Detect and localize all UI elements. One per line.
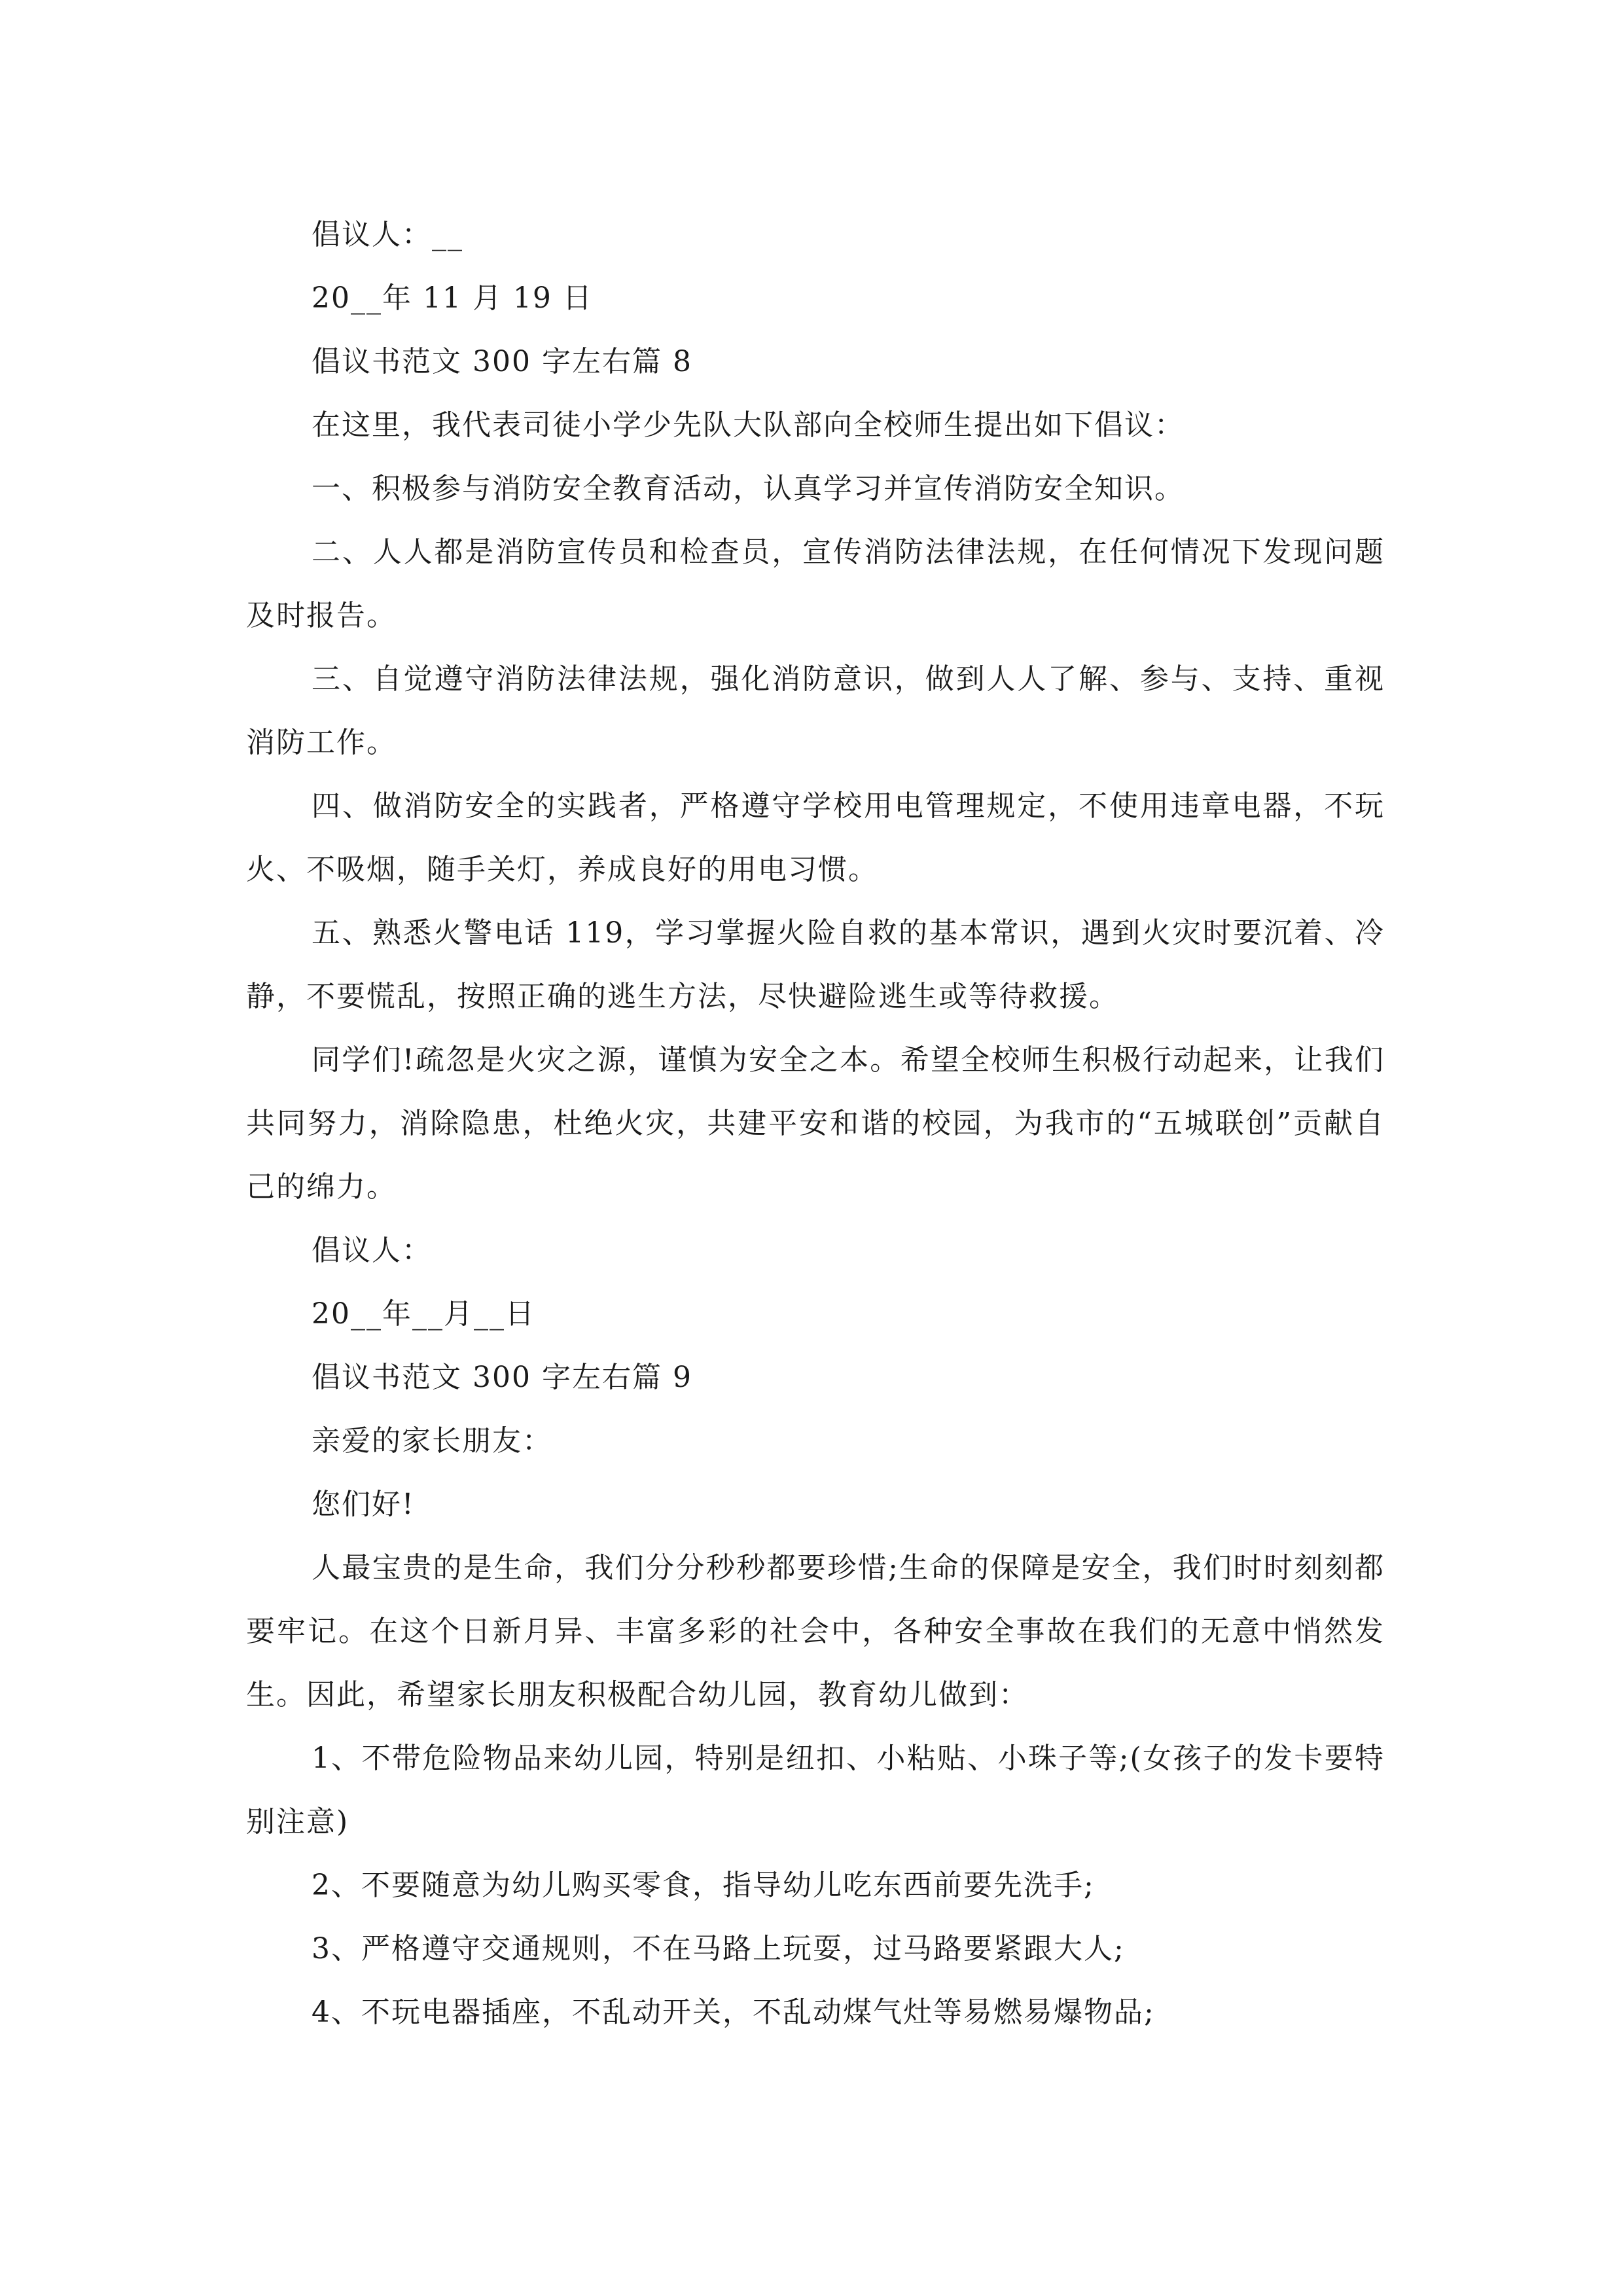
signature-line: 倡议人：__: [312, 218, 463, 251]
list-item-2: 2、不要随意为幼儿购买零食，指导幼儿吃东西前要先洗手;: [312, 1869, 1095, 1902]
signature-line-2: 倡议人：: [312, 1234, 432, 1267]
section-heading-8: 倡议书范文 300 字左右篇 8: [312, 345, 692, 378]
list-item-1: 1、不带危险物品来幼儿园，特别是纽扣、小粘贴、小珠子等;(女孩子的发卡要特别注意): [246, 1742, 1385, 1839]
date-line: 20__年 11 月 19 日: [312, 281, 593, 315]
item-three: 三、自觉遵守消防法律法规，强化消防意识，做到人人了解、参与、支持、重视消防工作。: [246, 662, 1385, 759]
item-one: 一、积极参与消防安全教育活动，认真学习并宣传消防安全知识。: [312, 472, 1185, 505]
closing-paragraph: 同学们!疏忽是火灾之源，谨慎为安全之本。希望全校师生积极行动起来，让我们共同努力，消除隐患，杜绝火灾，共建平安和谐的校园，为我市的“五城联创”贡献自己的绵力。: [246, 1043, 1385, 1204]
greeting: 您们好!: [312, 1488, 415, 1521]
item-four: 四、做消防安全的实践者，严格遵守学校用电管理规定，不使用违章电器，不玩火、不吸烟，随手关灯，养成良好的用电习惯。: [246, 789, 1385, 886]
intro-line: 在这里，我代表司徒小学少先队大队部向全校师生提出如下倡议：: [312, 408, 1185, 442]
salutation: 亲爱的家长朋友：: [312, 1424, 552, 1458]
document-body: [246, 203, 1385, 2044]
section-heading-9: 倡议书范文 300 字左右篇 9: [312, 1361, 692, 1394]
date-line-2: 20__年__月__日: [312, 1297, 535, 1331]
item-two: 二、人人都是消防宣传员和检查员，宣传消防法律法规，在任何情况下发现问题及时报告。: [246, 535, 1385, 632]
list-item-3: 3、严格遵守交通规则，不在马路上玩耍，过马路要紧跟大人;: [312, 1932, 1125, 1965]
list-item-4: 4、不玩电器插座，不乱动开关，不乱动煤气灶等易燃易爆物品;: [312, 1996, 1155, 2029]
body-paragraph: 人最宝贵的是生命，我们分分秒秒都要珍惜;生命的保障是安全，我们时时刻刻都要牢记。在这个日新月异、丰富多彩的社会中，各种安全事故在我们的无意中悄然发生。因此，希望家长朋友积极配合幼儿园，教育幼儿做到：: [246, 1551, 1385, 1712]
item-five: 五、熟悉火警电话 119，学习掌握火险自救的基本常识，遇到火灾时要沉着、冷静，不要慌乱，按照正确的逃生方法，尽快避险逃生或等待救援。: [246, 916, 1385, 1013]
